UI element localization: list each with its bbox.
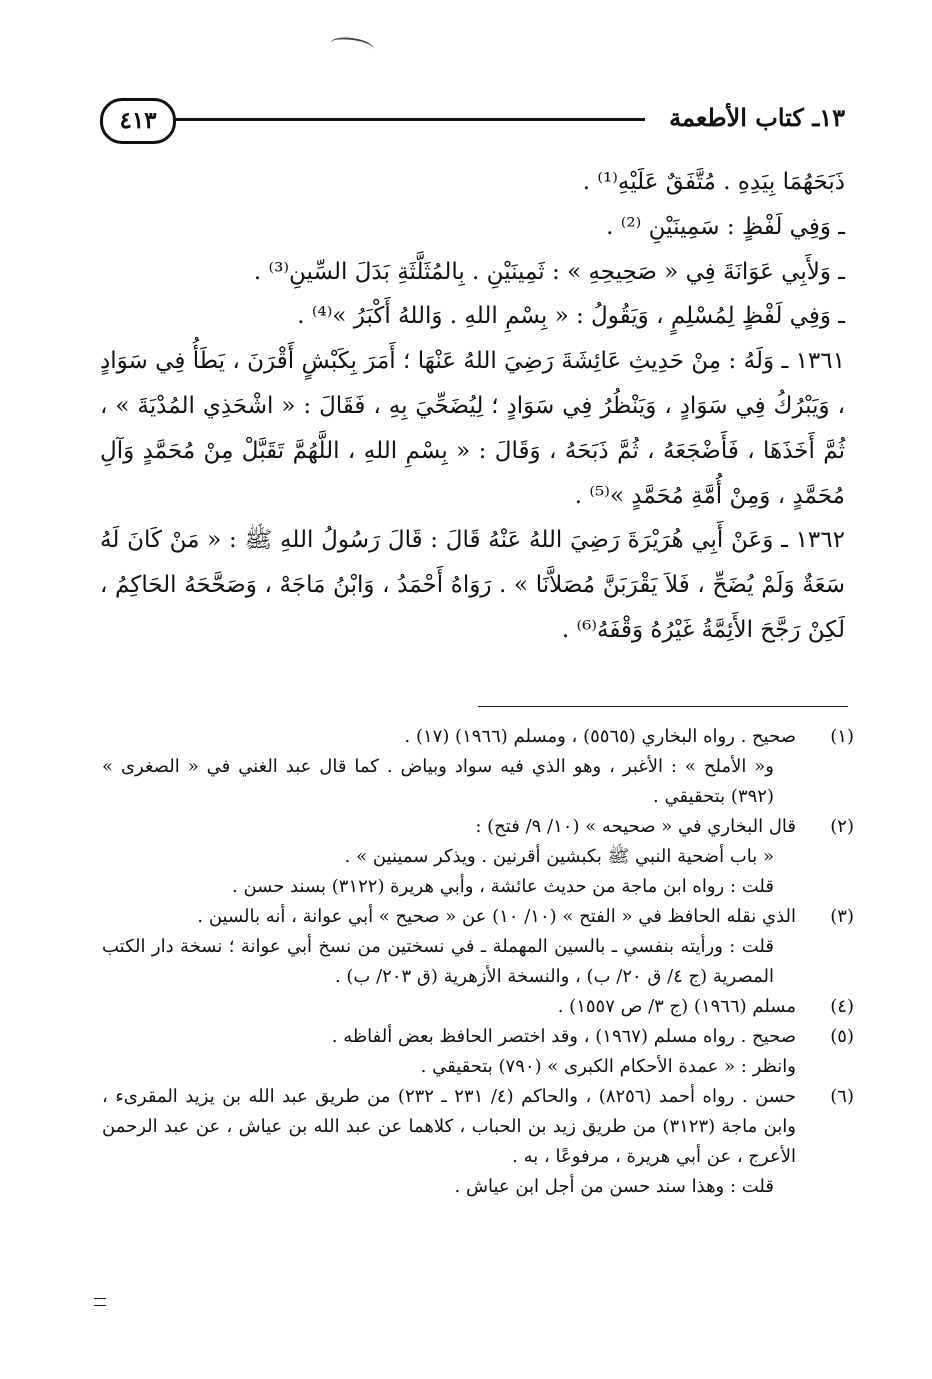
footnote-number: (٢)	[830, 816, 854, 837]
text-line: ذَبَحَهُمَا بِيَدِهِ . مُتَّفَقٌ عَلَيْهِ⁽¹⁾ .	[582, 169, 845, 195]
text-line: ـ وَلأَبِي عَوَانَةَ فِي « صَحِيحِهِ » : ثَمِينَيْنِ . بِالمُثَلَّثَةِ بَدَلَ السِّينِ⁽³⁾ .	[253, 258, 845, 285]
scan-artifact-mark	[329, 35, 375, 57]
footnote	[102, 812, 854, 902]
footnote-line: قلت : ورأيته بنفسي ـ بالسين المهملة ـ في نسختين من نسخ أبي عوانة ؛ نسخة دار الكتب المصرية (ج ٤/ ق ٢٠/ ب) ، والنسخة الأزهرية (ق ٢٠٣/ ب) .	[102, 936, 774, 987]
footnote-line: وانظر : « عمدة الأحكام الكبرى » (٧٩٠) بتحقيقي .	[420, 1056, 796, 1077]
footnote-line: قلت : رواه ابن ماجة من حديث عائشة ، وأبي هريرة (٣١٢٢) بسند حسن .	[232, 876, 774, 897]
footnote-number: (٥)	[830, 1026, 854, 1047]
footnote	[102, 1082, 854, 1202]
header-rule	[174, 118, 645, 121]
footnote-line: و« الأملح » : الأغبر ، وهو الذي فيه سواد وبياض . كما قال عبد الغني في « الصغرى » (٣٩٢) بتحقيقي .	[102, 756, 774, 807]
footnote	[102, 1022, 854, 1082]
footnote-line: قال البخاري في « صحيحه » (١٠/ ٩/ فتح) :	[475, 816, 796, 837]
footnote-divider	[478, 706, 848, 707]
main-text	[100, 160, 845, 653]
footnotes	[102, 722, 854, 1202]
footnote-line: « باب أضحية النبي ﷺ بكبشين أقرنين . ويذكر سمينين » .	[344, 846, 774, 867]
text-line: ـ وَفِي لَفْظٍ لِمُسْلِمٍ ، وَيَقُولُ : « بِسْمِ اللهِ . وَاللهُ أَكْبَرُ »⁽⁴⁾ .	[297, 303, 845, 330]
footnote	[102, 722, 854, 812]
footnote-number: (١)	[830, 726, 854, 747]
page-header	[100, 96, 845, 144]
footnote-line: صحيح . رواه البخاري (٥٥٦٥) ، ومسلم (١٩٦٦) (١٧) .	[404, 726, 796, 747]
footnote-line: صحيح . رواه مسلم (١٩٦٧) ، وقد اختصر الحافظ بعض ألفاظه .	[331, 1026, 796, 1047]
footnote-number: (٣)	[830, 906, 854, 927]
page-number: ٤١٣	[100, 98, 176, 144]
text-line: ـ وَفِي لَفْظٍ : سَمِينَيْنِ ⁽²⁾ .	[606, 213, 845, 240]
footnote	[102, 992, 854, 1022]
footnote-number: (٤)	[830, 996, 854, 1017]
footnote-line: الذي نقله الحافظ في « الفتح » (١٠/ ١٠) عن « صحيح » أبي عوانة ، أنه بالسين .	[197, 906, 796, 927]
footnote-line: قلت : وهذا سند حسن من أجل ابن عياش .	[454, 1176, 774, 1197]
hadith-1362: ١٣٦٢ ـ وَعَنْ أَبِي هُرَيْرَةَ رَضِيَ اللهُ عَنْهُ قَالَ : قَالَ رَسُولُ اللهِ ﷺ : « مَنْ كَانَ لَهُ سَعَةٌ وَلَمْ يُضَحِّ ، فَلاَ يَقْرَبَنَّ مُصَلاَّنَا » . رَوَاهُ أَحْمَدُ ، وَابْنُ مَاجَهْ ، وَصَحَّحَهُ الحَاكِمُ ، لَكِنْ رَجَّحَ الأَئِمَّةُ غَيْرُهُ وَقْفَهُ⁽⁶⁾ .	[100, 527, 845, 643]
hadith-1361: ١٣٦١ ـ وَلَهُ : مِنْ حَدِيثِ عَائِشَةَ رَضِيَ اللهُ عَنْهَا ؛ أَمَرَ بِكَبْشٍ أَقْرَنَ ، يَطَأُ فِي سَوَادٍ ، وَيَبْرُكُ فِي سَوَادٍ ، وَيَنْظُرُ فِي سَوَادٍ ؛ لِيُضَحِّيَ بِهِ ، فَقَالَ : « اشْحَذِي المُدْيَةَ » ، ثُمَّ أَخَذَهَا ، فَأَضْجَعَهُ ، ثُمَّ ذَبَحَهُ ، وَقَالَ : « بِسْمِ اللهِ ، اللَّهُمَّ تَقَبَّلْ مِنْ مُحَمَّدٍ وَآلِ مُحَمَّدٍ ، وَمِنْ أُمَّةِ مُحَمَّدٍ »⁽⁵⁾ .	[100, 348, 845, 509]
footnote-number: (٦)	[830, 1086, 854, 1107]
footnote-line: حسن . رواه أحمد (٨٢٥٦) ، والحاكم (٤/ ٢٣١ ـ ٢٣٢) من طريق عبد الله بن يزيد المقرىء ، وابن ماجة (٣١٢٣) من طريق زيد بن الحباب ، كلاهما عن عبد الله بن عياش ، عن عبد الرحمن الأعرج ، عن أبي هريرة ، مرفوعًا ، به .	[102, 1086, 796, 1167]
footnote-line: مسلم (١٩٦٦) (ج ٣/ ص ١٥٥٧) .	[557, 996, 796, 1017]
bottom-equals-mark	[94, 1298, 106, 1306]
chapter-title: ١٣ـ كتاب الأطعمة	[669, 103, 845, 132]
footnote	[102, 902, 854, 992]
